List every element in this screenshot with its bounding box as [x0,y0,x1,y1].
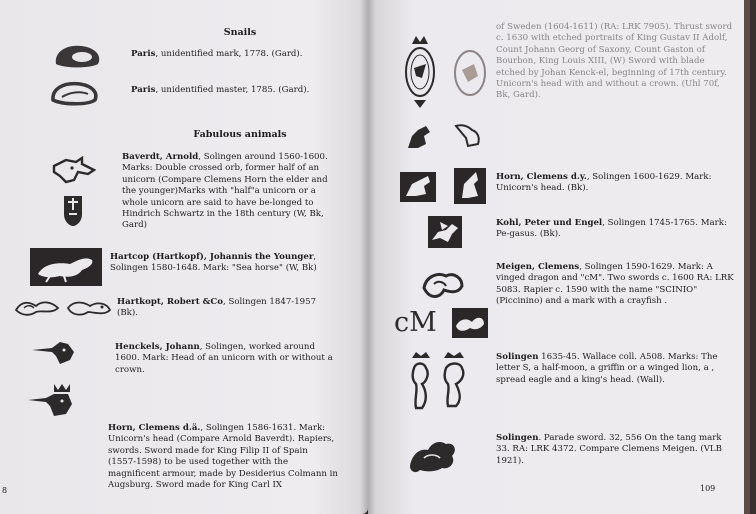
cm-letter-mark: cM [394,307,437,338]
winged-dragon-mark-icon [420,268,466,304]
snail-mark-2-icon [50,80,100,106]
crowned-lion-mark-1-icon [408,350,434,412]
unicorn-white-icon-1 [400,172,436,202]
heading-fabulous-animals: Fabulous animals [193,129,287,140]
unicorn-black-mark-1 [400,172,436,202]
heading-snails: Snails [223,27,257,38]
unicorn-head-small-mark-1-icon [404,122,434,152]
page-edge [744,0,750,514]
sea-horse-icon [30,248,102,286]
entry-baverdt: Baverdt, Arnold, Solingen around 1560-1600. Marks: Double crossed orb, former half of an unicorn (Compare Clemens Horn the elder and the younger)Marks with "half"a unicorn or a whole unicorn are said to have be-longed to Hindrich Schwartz in the 18th century (W, Bk, Gard) [122,152,328,231]
dragon-black-mark [452,308,488,338]
entry-horn-elder: Horn, Clemens d.ä., Solingen 1586-1631. Mark: Unicorn's head (Compare Arnold Baverdt). Rapiers, swords. Sword made for King Filip II of Spain (1557-1598) to be used together with the magnificent armour, made by Desiderius Colmann in Augsburg. Sword made for King Carl IX [108,423,338,491]
crowned-lion-mark-2-icon [440,350,468,410]
left-page [0,0,368,514]
pegasus-mark [428,216,462,248]
sea-creature-mark-2-icon [66,296,112,318]
entry-horn-younger: Horn, Clemens d.y., Solingen 1600-1629. Mark: Unicorn's head. (Bk). [496,172,712,194]
entry-solingen-wallace: Solingen 1635-45. Wallace coll. A508. Marks: The letter S, a half-moon, a griffin or a winged lion, a , spread eagle and a king's head. (Wall). [496,352,718,385]
right-page [368,0,750,514]
unicorn-half-mark-icon [52,156,96,184]
entry-kohl: Kohl, Peter und Engel, Solingen 1745-1765. Mark: Pe-gasus. (Bk). [496,218,727,240]
book-spine [360,0,376,514]
sea-creature-mark-1-icon [14,296,60,318]
page-number-left: 8 [2,486,8,495]
entry-continued: of Sweden (1604-1611) (RA: LRK 7905). Thrust sword c. 1630 with etched portraits of King Gustav II Adolf, Count Johann Georg of Saxony, Count Gaston of Bourbon, King Louis XIII, (W) Sword with blade etched by Johan Kenck-el, beginning of 17th century. Unicorn's head with and without a crown. (Uhl 70f, Bk, Gard). [496,22,733,101]
entry-meigen: Meigen, Clemens, Solingen 1590-1629. Mark: A vinged dragon and "cM". Two swords c. 1600 RA: LRK 5083. Rapier c. 1590 with the name "SCINIO" (Piccinino) and a mark with a crayfish . [496,262,734,307]
snail-mark-1-icon [52,42,104,70]
crowned-unicorn-mark-icon [26,382,74,418]
page-number-right: 109 [700,484,716,493]
unicorn-head-mark-icon [30,338,76,366]
sea-horse-mark [30,248,102,286]
unicorn-head-small-mark-2-icon [454,122,484,150]
entry-solingen-parade: Solingen. Parade sword. 32, 556 On the tang mark 33. RA: LRK 4372. Compare Clemens Meigen. (VLB 1921). [496,433,722,466]
entry-henckels: Henckels, Johann, Solingen, worked around 1600. Mark: Head of an unicorn with or without a crown. [115,342,333,375]
dragon-white-icon [452,308,488,338]
unicorn-black-mark-2 [454,168,486,204]
entry-hartcop: Hartcop (Hartkopf), Johannis the Younger, Solingen 1580-1648. Mark: "Sea horse" (W, Bk) [110,252,317,274]
entry-paris-1778: Paris, unidentified mark, 1778. (Gard). [131,49,303,59]
entry-hartkopt: Hartkopt, Robert &Co, Solingen 1847-1957 (Bk). [117,297,317,319]
unicorn-white-icon-2 [454,168,486,204]
griffin-mark-icon [406,436,460,474]
pegasus-icon [428,216,462,248]
faded-seal-mark-icon [452,48,488,98]
entry-paris-1785: Paris, unidentified master, 1785. (Gard). [131,85,310,95]
crowned-seal-mark-icon [402,34,438,110]
orb-mark-icon [60,192,86,228]
